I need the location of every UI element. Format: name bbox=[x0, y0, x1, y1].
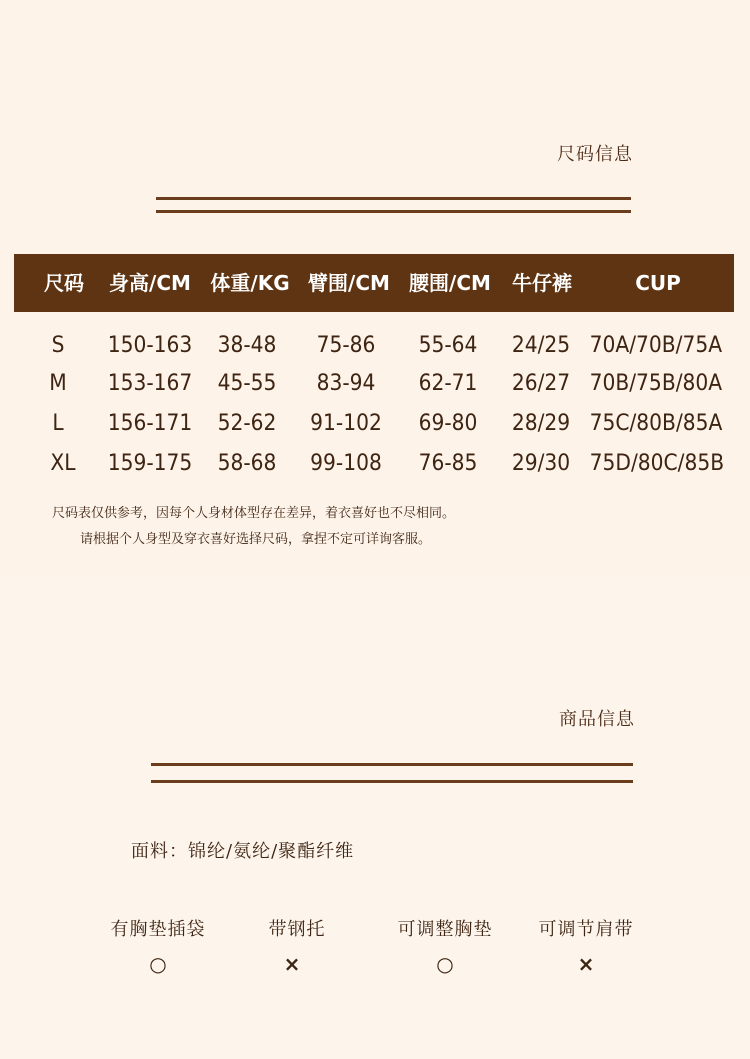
cell-jeans: 28/29 bbox=[511, 411, 571, 436]
cell-size: M bbox=[49, 371, 67, 396]
cell-weight: 52-62 bbox=[217, 411, 277, 436]
cell-jeans: 29/30 bbox=[511, 451, 571, 476]
cell-jeans: 26/27 bbox=[511, 371, 571, 396]
cell-height: 159-175 bbox=[107, 451, 193, 476]
size-note-line2: 请根据个人身型及穿衣喜好选择尺码，拿捏不定可详询客服。 bbox=[80, 532, 432, 547]
cell-waist: 69-80 bbox=[418, 411, 478, 436]
table-row bbox=[0, 406, 750, 442]
feature-label: 可调整胸垫 bbox=[397, 919, 493, 940]
header-jeans: 牛仔裤 bbox=[512, 271, 572, 295]
table-row bbox=[0, 366, 750, 402]
size-info-title: 尺码信息 bbox=[557, 144, 633, 165]
header-height: 身高/CM bbox=[109, 271, 191, 295]
cell-height: 156-171 bbox=[107, 411, 193, 436]
circle-icon: ○ bbox=[436, 952, 454, 976]
cell-waist: 55-64 bbox=[418, 333, 478, 358]
cell-jeans: 24/25 bbox=[511, 333, 571, 358]
circle-icon: ○ bbox=[149, 952, 167, 976]
cell-weight: 45-55 bbox=[217, 371, 277, 396]
cell-size: L bbox=[52, 411, 64, 436]
cell-cup: 75D/80C/85B bbox=[589, 451, 725, 476]
cell-waist: 62-71 bbox=[418, 371, 478, 396]
fabric-info: 面料：锦纶/氨纶/聚酯纤维 bbox=[131, 841, 355, 862]
cell-weight: 38-48 bbox=[217, 333, 277, 358]
cell-size: S bbox=[51, 333, 65, 358]
feature-label: 可调节肩带 bbox=[538, 919, 634, 940]
size-table-header bbox=[14, 254, 734, 312]
header-arm: 臂围/CM bbox=[308, 271, 390, 295]
divider-line bbox=[156, 197, 631, 200]
table-row bbox=[0, 446, 750, 482]
cell-arm: 83-94 bbox=[316, 371, 376, 396]
cross-icon: × bbox=[283, 952, 301, 976]
cell-arm: 91-102 bbox=[310, 411, 382, 436]
header-size: 尺码 bbox=[44, 271, 84, 295]
cell-waist: 76-85 bbox=[418, 451, 478, 476]
cell-arm: 99-108 bbox=[310, 451, 382, 476]
feature-label: 带钢托 bbox=[268, 919, 326, 940]
cell-size: XL bbox=[50, 451, 76, 476]
cell-height: 153-167 bbox=[107, 371, 193, 396]
product-info-section bbox=[0, 576, 750, 1059]
cell-cup: 70B/75B/80A bbox=[589, 371, 723, 396]
divider-line bbox=[151, 763, 633, 766]
product-info-title: 商品信息 bbox=[559, 709, 635, 730]
divider-line bbox=[151, 780, 633, 783]
header-waist: 腰围/CM bbox=[409, 271, 491, 295]
header-weight: 体重/KG bbox=[210, 271, 290, 295]
feature-label: 有胸垫插袋 bbox=[110, 919, 206, 940]
header-cup: CUP bbox=[635, 271, 681, 295]
size-note-line1: 尺码表仅供参考，因每个人身材体型存在差异，着衣喜好也不尽相同。 bbox=[52, 506, 456, 521]
cell-height: 150-163 bbox=[107, 333, 193, 358]
cell-cup: 75C/80B/85A bbox=[589, 411, 723, 436]
cell-arm: 75-86 bbox=[316, 333, 376, 358]
cell-weight: 58-68 bbox=[217, 451, 277, 476]
table-row bbox=[0, 328, 750, 364]
cross-icon: × bbox=[577, 952, 595, 976]
cell-cup: 70A/70B/75A bbox=[589, 333, 723, 358]
divider-line bbox=[156, 210, 631, 213]
